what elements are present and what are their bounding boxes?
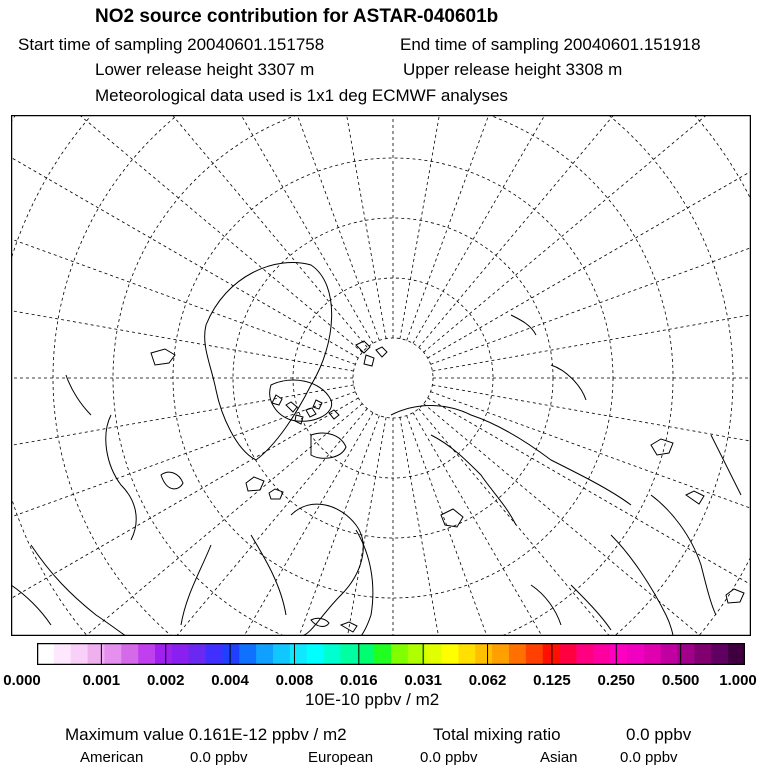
colorbar-tick-label: 0.004 [211, 672, 249, 689]
meridian-line [11, 413, 373, 636]
meridian-line [11, 222, 354, 371]
meridian-line [432, 222, 751, 371]
colorbar-swatch [324, 643, 341, 665]
colorbar-swatch [121, 643, 138, 665]
meridian-line [431, 392, 751, 636]
colorbar-swatch [694, 643, 711, 665]
colorbar-tick-label: 0.031 [404, 672, 442, 689]
meridian-line [237, 115, 386, 339]
colorbar-swatch [71, 643, 88, 665]
colorbar-swatch [728, 643, 745, 665]
colorbar-swatch [239, 643, 256, 665]
meridian-line [431, 115, 751, 364]
colorbar-swatch [425, 643, 442, 665]
colorbar-swatch [475, 643, 492, 665]
colorbar-swatch [458, 643, 475, 665]
colorbar-swatch [627, 643, 644, 665]
start-time-label: Start time of sampling 20040601.151758 [18, 35, 325, 54]
map-title: NO2 source contribution for ASTAR-040601b [95, 6, 499, 27]
meridian-line [428, 115, 751, 358]
meridian-line [11, 385, 354, 534]
region-asian-name: Asian [540, 749, 578, 766]
colorbar-swatch [37, 643, 54, 665]
colorbar-swatch [222, 643, 239, 665]
maximum-value-label: Maximum value 0.161E-12 ppbv / m2 [65, 725, 347, 744]
meridian-line [11, 115, 367, 347]
meridian-line [400, 115, 549, 339]
meridian-line [11, 115, 373, 343]
latitude-circle [11, 115, 751, 636]
region-american-value: 0.0 ppbv [190, 749, 248, 766]
coastlines [11, 263, 744, 637]
colorbar-swatch [54, 643, 71, 665]
colorbar-swatch [104, 643, 121, 665]
colorbar-swatch [357, 643, 374, 665]
region-european-value: 0.0 ppbv [420, 749, 478, 766]
colorbar-swatch [560, 643, 577, 665]
latlon-grid [11, 115, 751, 636]
meridian-line [419, 409, 751, 636]
upper-release-height-label: Upper release height 3308 m [403, 60, 623, 79]
colorbar-swatch [138, 643, 155, 665]
meridian-line [11, 392, 355, 636]
colorbar-swatch [576, 643, 593, 665]
colorbar-units: 10E-10 ppbv / m2 [305, 690, 440, 709]
colorbar-swatch [290, 643, 307, 665]
region-asian-value: 0.0 ppbv [620, 749, 678, 766]
met-data-label: Meteorological data used is 1x1 deg ECMWF analyses [95, 86, 508, 105]
colorbar-swatch [256, 643, 273, 665]
colorbar-swatch [526, 643, 543, 665]
meridian-line [11, 409, 367, 636]
colorbar-swatch [661, 643, 678, 665]
meridian-line [424, 115, 751, 352]
colorbar-tick-label: 0.250 [597, 672, 636, 689]
end-time-label: End time of sampling 20040601.151918 [400, 35, 701, 54]
colorbar-swatch [543, 643, 560, 665]
total-mixing-label: Total mixing ratio [433, 725, 561, 744]
region-european-name: European [308, 749, 374, 766]
colorbar-tick-label: 0.125 [533, 672, 571, 689]
colorbar-swatch [391, 643, 408, 665]
colorbar-tick-label: 1.000 [719, 672, 757, 689]
colorbar-tick-label: 0.000 [3, 672, 41, 689]
latitude-circle [11, 115, 751, 636]
lower-release-height-label: Lower release height 3307 m [95, 60, 315, 79]
meridian-line [85, 416, 379, 636]
colorbar-swatch [711, 643, 728, 665]
colorbar-swatch [610, 643, 627, 665]
colorbar-tick-label: 0.016 [340, 672, 378, 689]
colorbar-tick-label: 0.002 [146, 672, 185, 689]
colorbar-tick-label: 0.008 [275, 672, 314, 689]
colorbar-swatch [509, 643, 526, 665]
total-mixing-value: 0.0 ppbv [626, 725, 692, 744]
colorbar-swatch [307, 643, 324, 665]
colorbar-tick-label: 0.062 [468, 672, 507, 689]
meridian-line [413, 115, 751, 343]
colorbar-swatch [189, 643, 206, 665]
colorbar-swatch [593, 643, 610, 665]
colorbar-swatch [644, 643, 661, 665]
colorbar-swatch [374, 643, 391, 665]
colorbar-tick-label: 0.500 [661, 672, 700, 689]
polar-map [11, 115, 751, 636]
meridian-line [419, 115, 751, 347]
colorbar-swatch [172, 643, 189, 665]
colorbar-tick-label: 0.001 [82, 672, 121, 689]
latitude-circle [11, 115, 751, 636]
colorbar-swatch [206, 643, 223, 665]
colorbar-swatch [408, 643, 425, 665]
meridian-line [428, 398, 751, 636]
colorbar-swatch [273, 643, 290, 665]
colorbar-swatch [492, 643, 509, 665]
colorbar-swatch [88, 643, 105, 665]
colorbar-swatch [442, 643, 459, 665]
colorbar [37, 643, 745, 665]
region-american-name: American [80, 749, 144, 766]
colorbar-swatch [155, 643, 172, 665]
meridian-line [11, 398, 358, 636]
colorbar-swatch [340, 643, 357, 665]
